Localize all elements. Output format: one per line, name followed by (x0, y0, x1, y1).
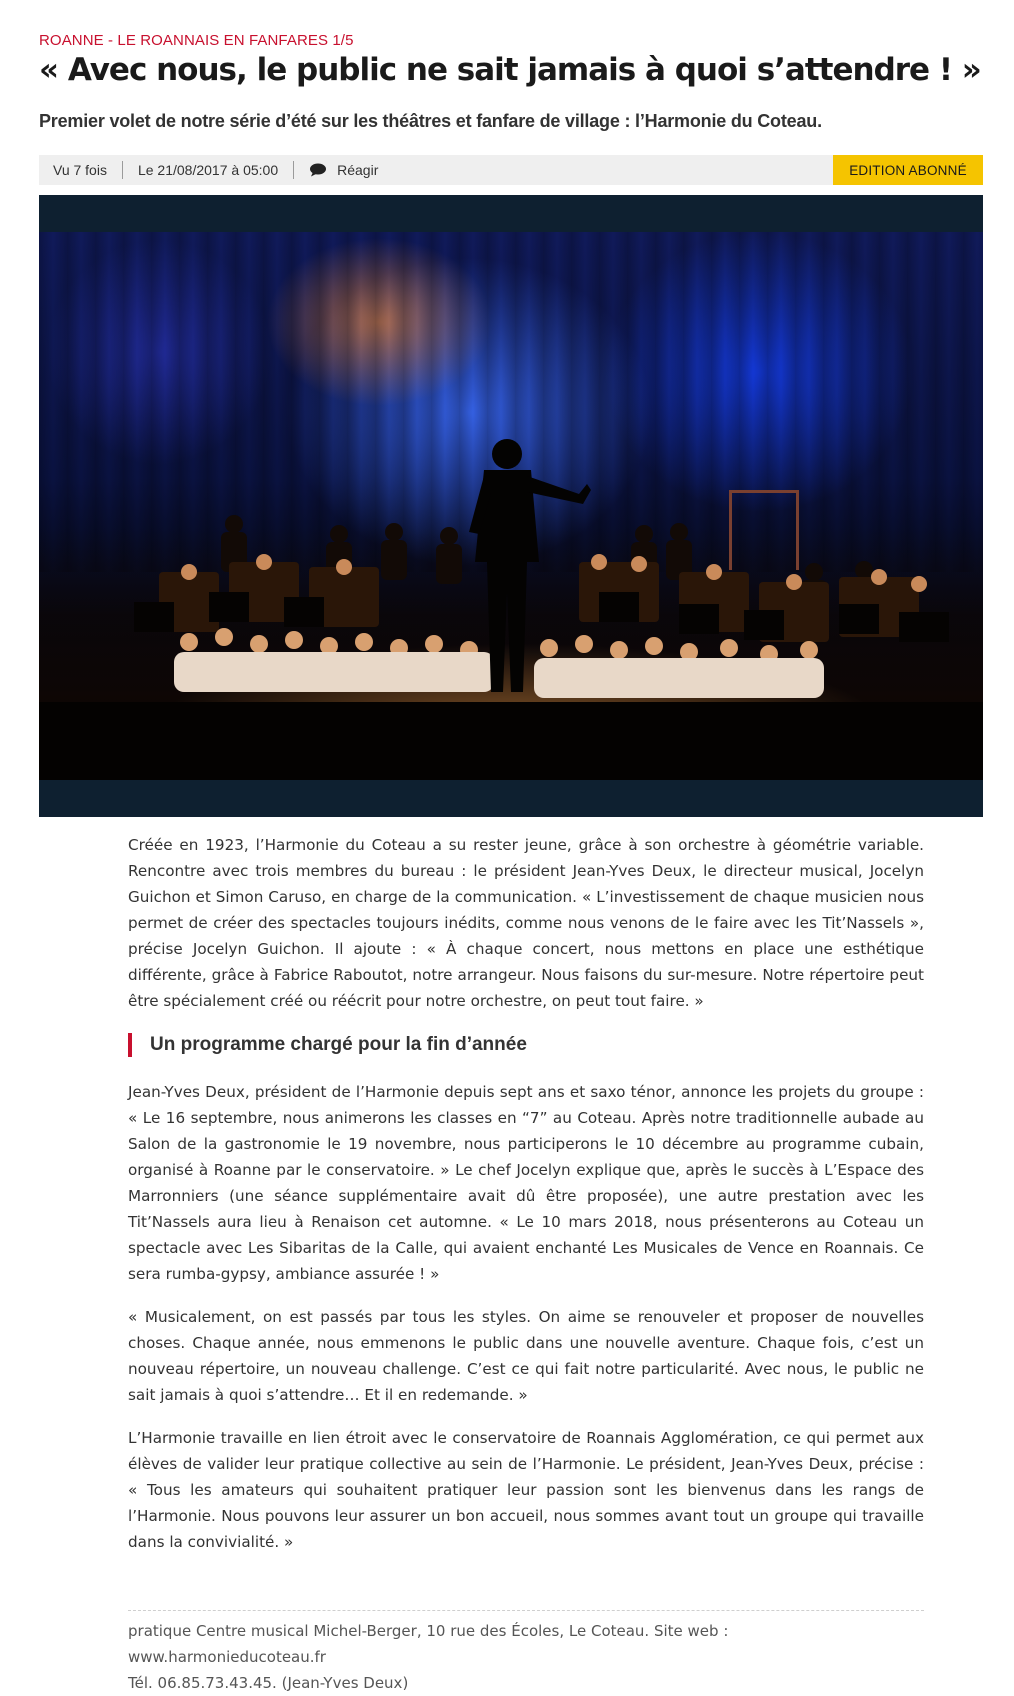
article-body (128, 832, 924, 1572)
article-title: « Avec nous, le public ne sait jamais à quoi s’attendre ! » (39, 52, 981, 88)
react-link[interactable] (294, 162, 393, 178)
subhead-text: Un programme chargé pour la fin d’année (150, 1034, 527, 1055)
article-kicker: ROANNE - LE ROANNAIS EN FANFARES 1/5 (39, 32, 354, 49)
concert-photo-image (39, 232, 983, 780)
speech-bubble-icon (309, 163, 327, 177)
practical-info (128, 1610, 924, 1696)
article-paragraph: Créée en 1923, l’Harmonie du Coteau a su rester jeune, grâce à son orchestre à géométrie variable. Rencontre avec trois membres du bureau : le président Jean-Yves Deux, le directeur musical, Jocelyn Guichon et Simon Caruso, en charge de la communication. « L’investissement de chaque musicien nous permet de créer des spectacles toujours inédits, comme nous venons de le faire avec les Tit’Nassels », précise Jocelyn Guichon. Il ajoute : « À chaque concert, nous mettons en place une esthétique différente, grâce à Fabrice Raboutot, notre arrangeur. Nous faisons du sur-mesure. Notre répertoire peut être spécialement créé ou réécrit pour notre orchestre, on peut tout faire. » (128, 836, 924, 1010)
practical-phone: Tél. 06.85.73.43.45. (Jean-Yves Deux) (128, 1674, 409, 1692)
react-label: Réagir (337, 162, 379, 178)
publish-date: Le 21/08/2017 à 05:00 (137, 162, 279, 178)
article-lede: Premier volet de notre série d’été sur les théâtres et fanfare de village : l’Harmonie du Coteau. (39, 111, 822, 131)
orchestra-silhouette (39, 232, 983, 780)
view-count: Vu 7 fois (53, 162, 107, 178)
practical-address: pratique Centre musical Michel-Berger, 10 rue des Écoles, Le Coteau. Site web : www.harmonieducoteau.fr (128, 1622, 729, 1666)
article-meta-bar (39, 155, 983, 185)
article-photo (39, 195, 983, 817)
article-paragraph: Jean-Yves Deux, président de l’Harmonie depuis sept ans et saxo ténor, annonce les projets du groupe : « Le 16 septembre, nous animerons les classes en “7” au Coteau. Après notre traditionnelle aubade au Salon de la gastronomie le 19 novembre, nous participerons le 10 décembre au programme cubain, organisé à Roanne par le conservatoire. » Le chef Jocelyn explique que, après le succès à L’Espace des Marronniers (une séance supplémentaire avait dû être proposée), une autre prestation avec les Tit’Nassels aura lieu à Renaison cet automne. « Le 10 mars 2018, nous présenterons au Coteau un spectacle avec Les Sibaritas de la Calle, qui avaient enchanté Les Musicales de Vence en Roannais. Ce sera rumba-gypsy, ambiance assurée ! » (128, 1083, 924, 1283)
article-paragraph: L’Harmonie travaille en lien étroit avec le conservatoire de Roannais Agglomération, ce qui permet aux élèves de valider leur pratique collective au sein de l’Harmonie. Le président, Jean-Yves Deux, précise : « Tous les amateurs qui souhaitent pratiquer leur passion sont les bienvenus dans les rangs de l’Harmonie. Nous pouvons leur assurer un bon accueil, nous sommes avant tout un groupe qui travaille dans la convivialité. » (128, 1429, 924, 1551)
article-paragraph: « Musicalement, on est passés par tous les styles. On aime se renouveler et proposer de nouvelles choses. Chaque année, nous emmenons le public dans une nouvelle aventure. Chaque fois, c’est un nouveau répertoire, un nouveau challenge. C’est ce qui fait notre particularité. Avec nous, le public ne sait jamais à quoi s’attendre… Et il en redemande. » (128, 1308, 924, 1404)
article-subhead (128, 1031, 924, 1059)
subhead-accent-bar (128, 1033, 132, 1057)
subscriber-badge: EDITION ABONNÉ (833, 155, 983, 185)
